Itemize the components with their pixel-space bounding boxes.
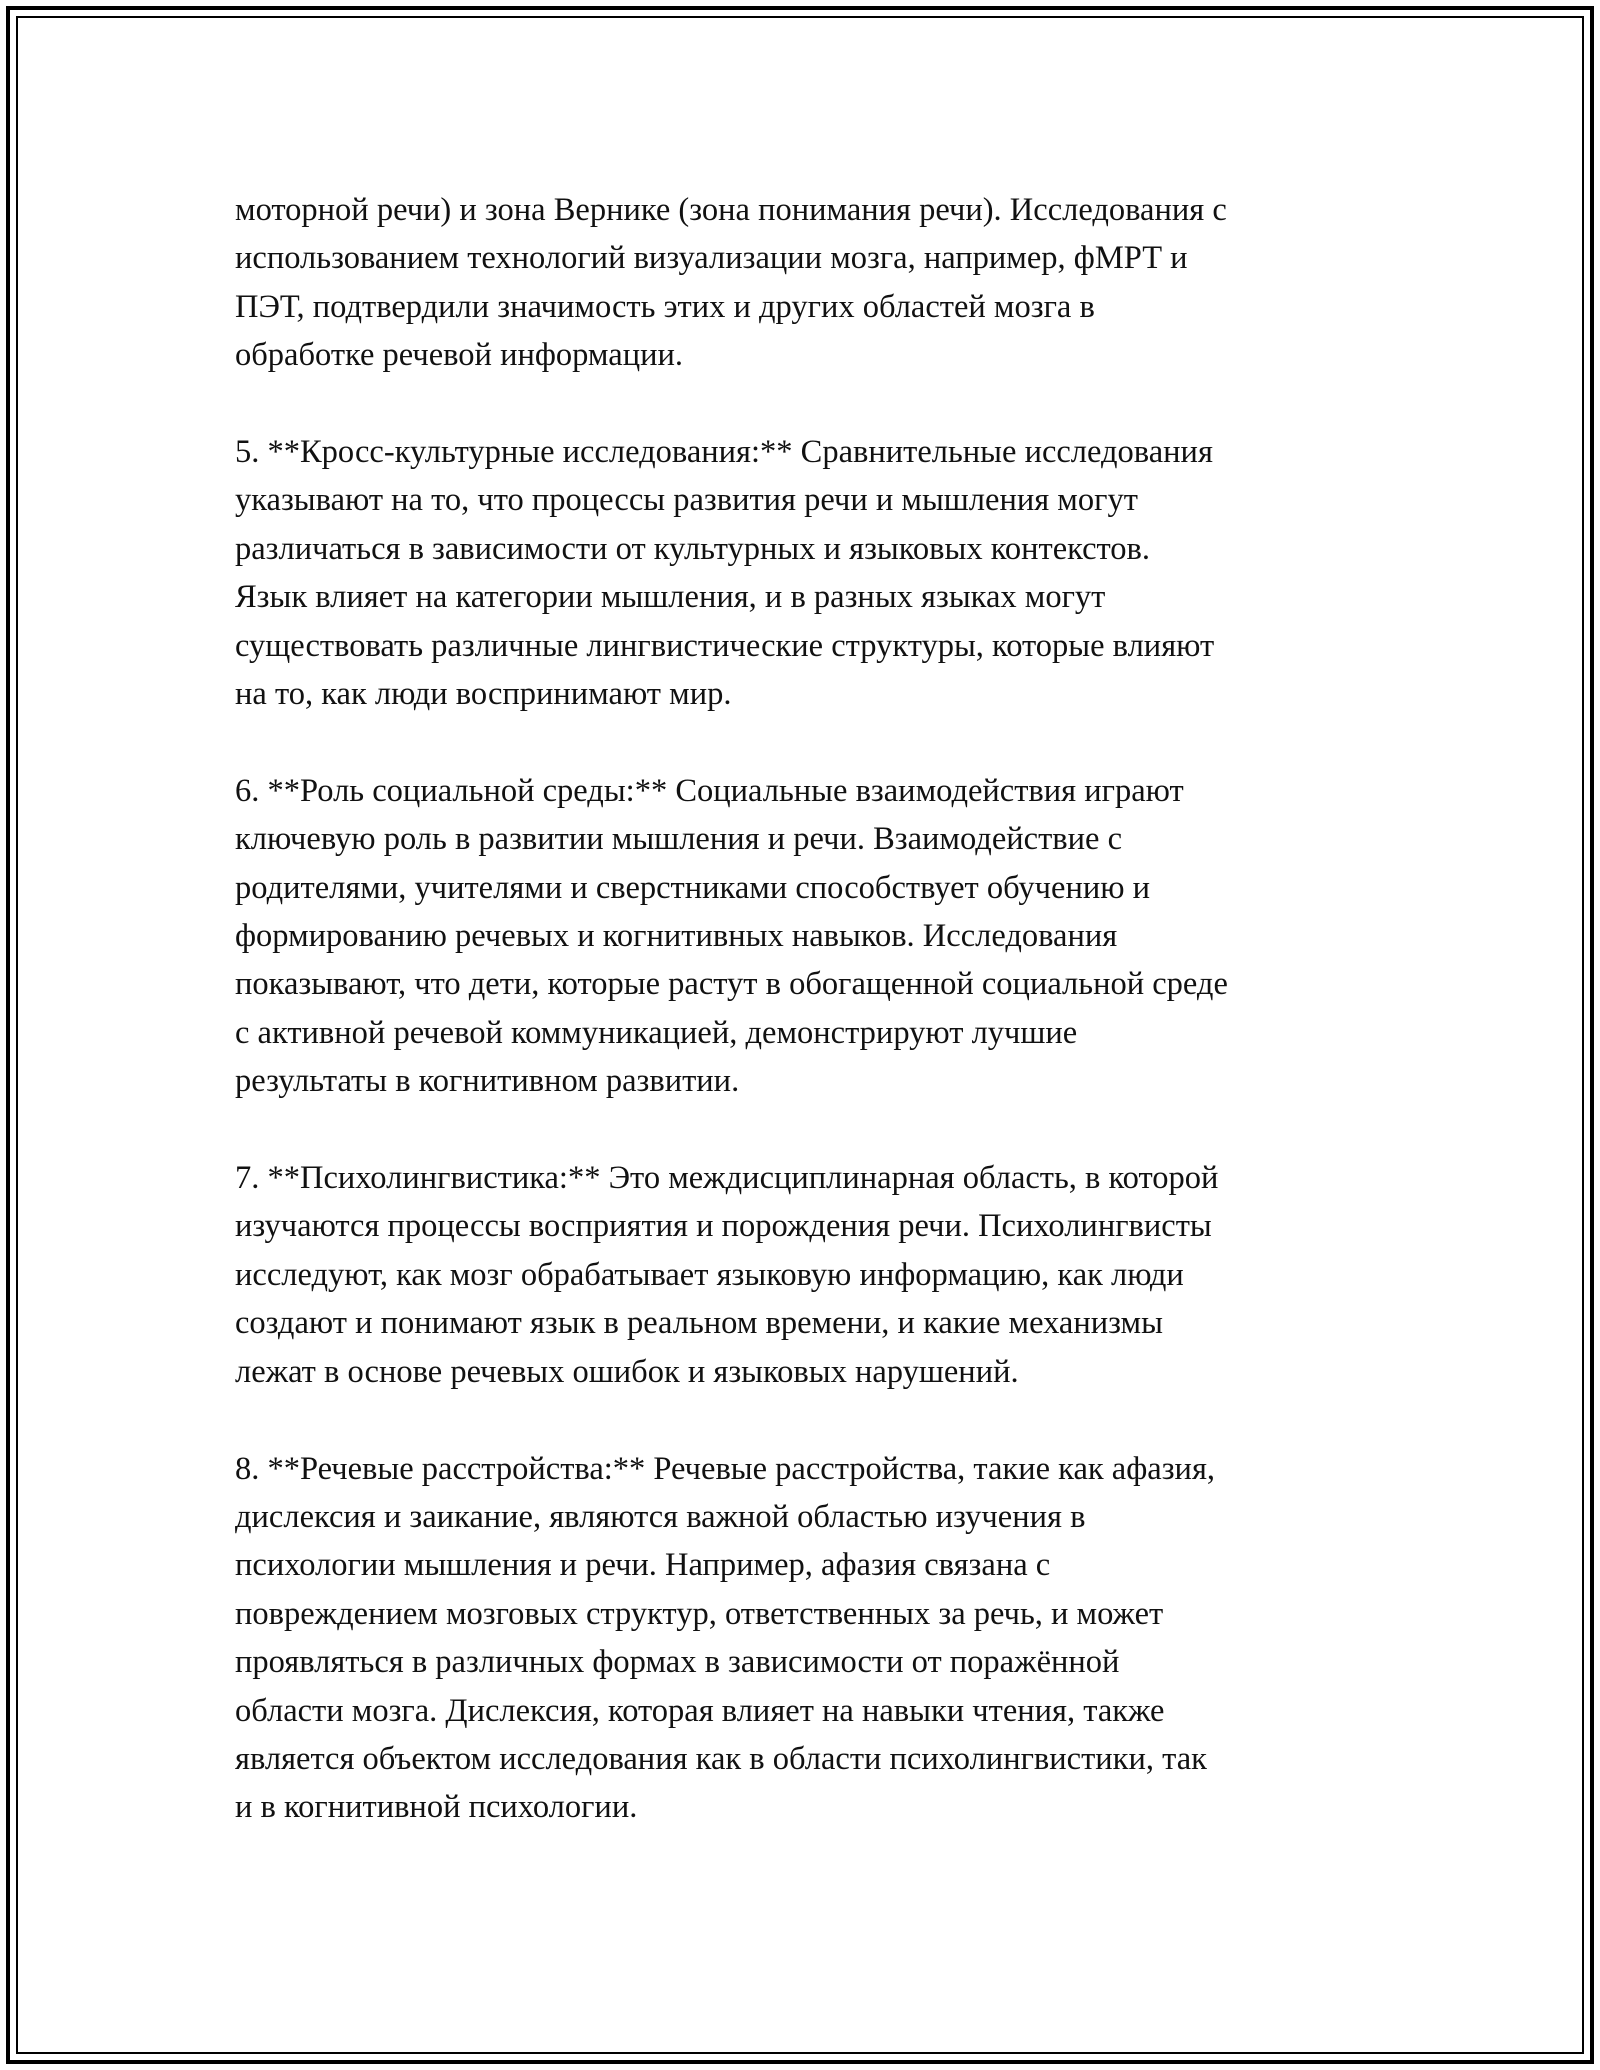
text-line: формированию речевых и когнитивных навыков. Исследования	[235, 918, 1118, 955]
text-line: обработке речевой информации.	[235, 337, 684, 374]
text-line: ключевую роль в развитии мышления и речи. Взаимодействие с	[235, 821, 1122, 858]
text-line: является объектом исследования как в области психолингвистики, так	[235, 1740, 1207, 1777]
text-line: родителями, учителями и сверстниками способствует обучению и	[235, 869, 1151, 906]
text-line: существовать различные лингвистические структуры, которые влияют	[235, 627, 1215, 664]
text-line: области мозга. Дислексия, которая влияет на навыки чтения, также	[235, 1692, 1165, 1729]
text-line: моторной речи) и зона Вернике (зона понимания речи). Исследования с	[235, 192, 1227, 228]
text-line: лежат в основе речевых ошибок и языковых нарушений.	[235, 1353, 1019, 1390]
text-line: указывают на то, что процессы развития речи и мышления могут	[235, 482, 1138, 519]
text-line: дислексия и заикание, являются важной областью изучения в	[235, 1498, 1086, 1535]
text-line: показывают, что дети, которые растут в обогащенной социальной среде	[235, 966, 1228, 1003]
text-line: изучаются процессы восприятия и порождения речи. Психолингвисты	[235, 1208, 1212, 1245]
text-line: исследуют, как мозг обрабатывает языковую информацию, как люди	[235, 1256, 1184, 1293]
text-line: с активной речевой коммуникацией, демонстрируют лучшие	[235, 1014, 1078, 1051]
text-line: ПЭТ, подтвердили значимость этих и других областей мозга в	[235, 288, 1095, 325]
paragraph-item-8-speech-disorders	[235, 1445, 1385, 1832]
text-line: 8. **Речевые расстройства:** Речевые расстройства, такие как афазия,	[235, 1450, 1216, 1487]
text-line: результаты в когнитивном развитии.	[235, 1063, 740, 1100]
paragraph-item-7-psycholinguistics	[235, 1154, 1385, 1396]
text-line: на то, как люди воспринимают мир.	[235, 676, 732, 713]
document-body	[235, 186, 1385, 1880]
paragraph-brain-regions	[235, 186, 1385, 380]
text-line: и в когнитивной психологии.	[235, 1789, 638, 1826]
text-line: 5. **Кросс-культурные исследования:** Сравнительные исследования	[235, 434, 1213, 471]
text-line: проявляться в различных формах в зависимости от поражённой	[235, 1644, 1120, 1681]
paragraph-item-5-cross-cultural	[235, 428, 1385, 718]
text-line: различаться в зависимости от культурных и языковых контекстов.	[235, 530, 1151, 567]
text-line: Язык влияет на категории мышления, и в разных языках могут	[235, 579, 1106, 616]
text-line: 7. **Психолингвистика:** Это междисциплинарная область, в которой	[235, 1160, 1219, 1197]
text-line: психологии мышления и речи. Например, афазия связана с	[235, 1547, 1051, 1584]
text-line: создают и понимают язык в реальном времени, и какие механизмы	[235, 1305, 1163, 1342]
text-line: использованием технологий визуализации мозга, например, фМРТ и	[235, 240, 1188, 277]
paragraph-item-6-social-environment	[235, 767, 1385, 1106]
text-line: повреждением мозговых структур, ответственных за речь, и может	[235, 1595, 1164, 1632]
text-line: 6. **Роль социальной среды:** Социальные взаимодействия играют	[235, 772, 1184, 809]
